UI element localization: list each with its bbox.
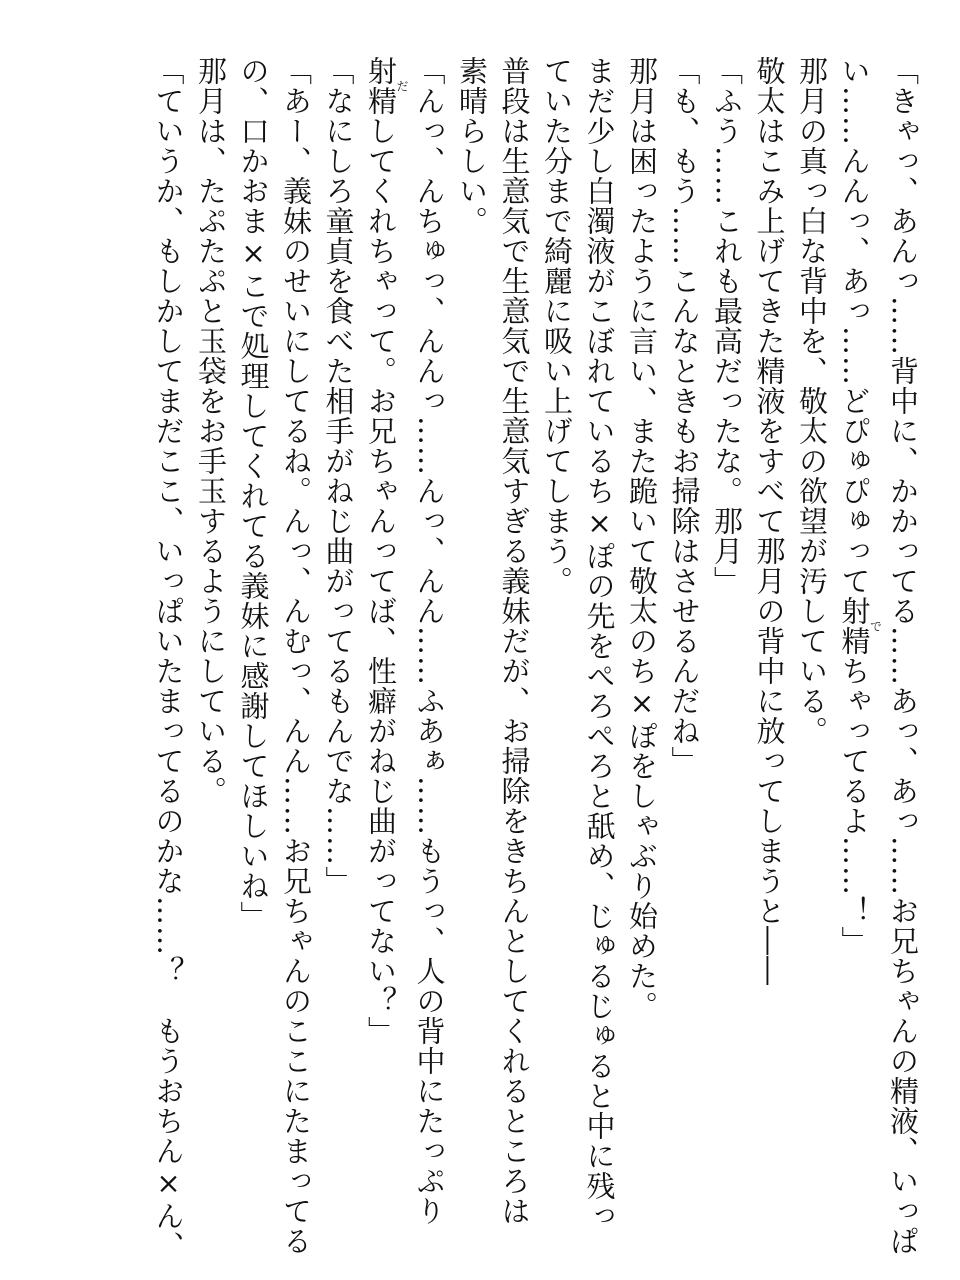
text-line-2-end: ちゃってるよ……！」 [837,656,872,956]
text-line-10: 普段は生意気で生意気で生意気すぎる義妹だが、お掃除をきちんとしてくれるところは [497,56,532,1226]
text-line-18: 「ていうか、もしかしてまだここ、いっぱいたまってるのかな……？ もうおちん×ん、 [151,56,186,1261]
text-line-7: 那月は困ったように言い、また跪いて敬太のち×ぽをしゃぶり始めた。 [625,56,659,1021]
ruby-shasei-da [364,56,409,116]
text-line-6: 「も、もう……こんなときもお掃除はさせるんだね」 [667,56,702,776]
text-line-14: 「なにしろ童貞を食べた相手がねじ曲がってるもんでな……」 [321,56,356,896]
ruby-reading: だ [395,56,409,116]
text-line-13-end: してくれちゃって。お兄ちゃんってば、性癖がねじ曲がってない？」 [364,116,398,1046]
text-line-4: 敬太はこみ上げてきた精液をすべて那月の背中に放ってしまうと―― [752,56,787,986]
text-line-5: 「ふう……これも最高だったな。那月」 [710,56,744,596]
ruby-base: 射精 [364,56,398,116]
text-line-2 [833,56,882,1236]
vertical-text-block [147,56,924,1261]
text-line-2-start: い……んんっ、あっ……どぴゅぴゅって [837,56,872,596]
ruby-shasei-de [837,596,883,656]
text-line-3: 那月の真っ白な背中を、敬太の欲望が汚している。 [795,56,829,746]
text-line-1: 「きゃっ、あんっ……背中に、かかってる……あっ、あっ……お兄ちゃんの精液、いっぱ [886,56,920,1256]
text-line-16: の、口かおま×こで処理してくれてる義妹に感謝してほしいね」 [236,56,271,931]
text-line-12: 「んっ、んちゅっ、んんっ……んっ、んん……ふあぁ……もうっ、人の背中にたっぷり [412,56,447,1226]
text-line-15: 「あー、義妹のせいにしてるね。んっ、んむっ、んん……お兄ちゃんのここにたまってる [279,56,313,1256]
text-line-11: 素晴らしい。 [455,56,489,236]
ruby-base: 射精 [837,596,872,656]
text-line-8: まだ少し白濁液がこぼれているち×ぽの先をぺろぺろと舐め、じゅるじゅると中に残っ [582,56,617,1231]
text-line-13 [360,56,409,1236]
text-line-9: ていた分まで綺麗に吸い上げてしまう。 [540,56,574,596]
text-line-17: 那月は、たぷたぷと玉袋をお手玉するようにしている。 [194,56,228,806]
ruby-reading: で [868,596,883,656]
